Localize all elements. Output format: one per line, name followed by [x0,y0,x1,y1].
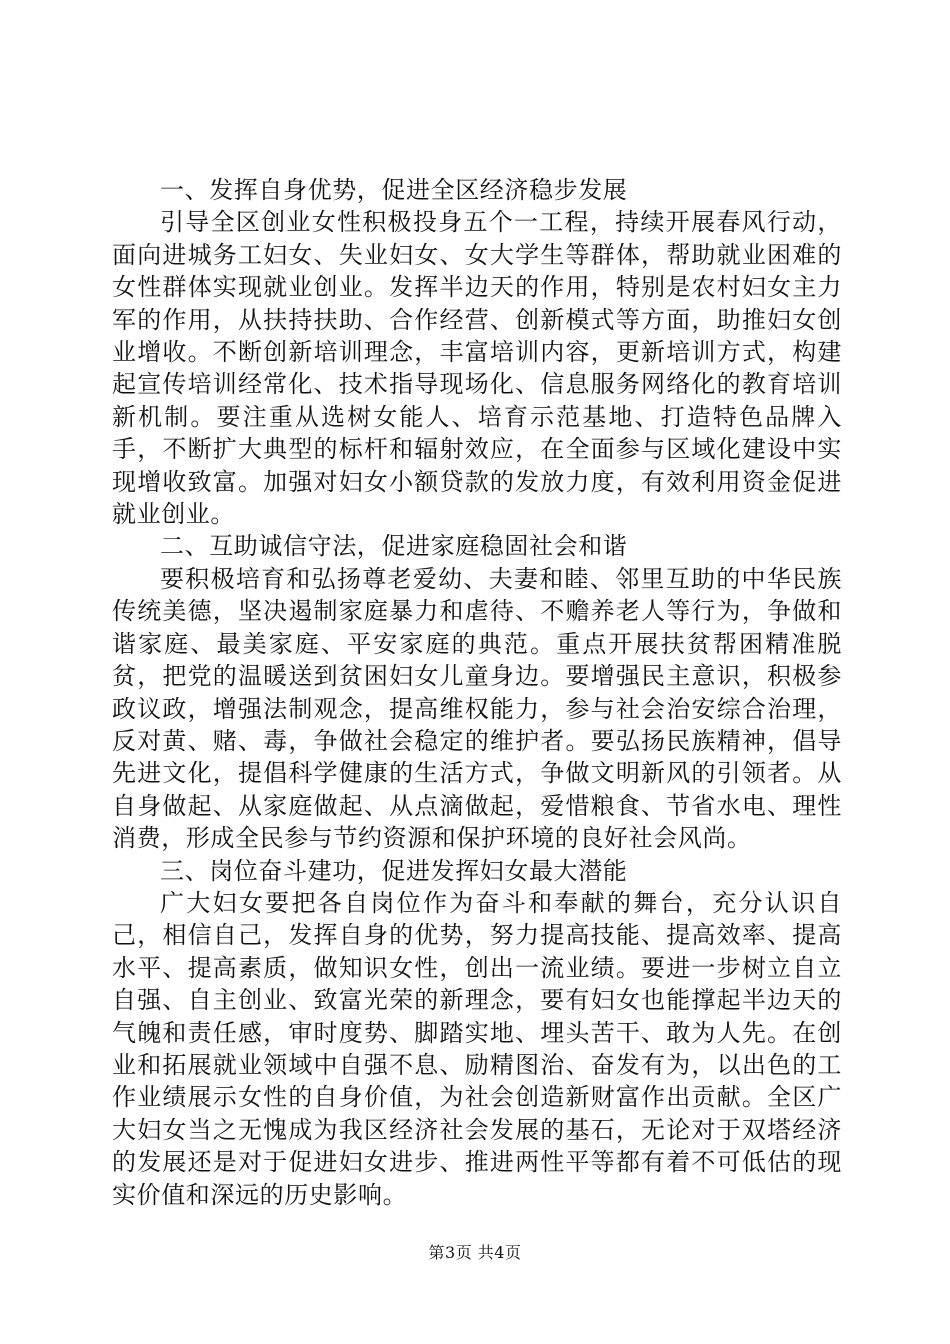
section-heading-2: 二、互助诚信守法，促进家庭稳固社会和谐 [160,532,628,561]
page-number-footer: 第3页 共4页 [428,1243,522,1262]
document-body [112,174,842,1211]
section-heading-1: 一、发挥自身优势，促进全区经济稳步发展 [160,176,628,204]
section-heading-3: 三、岗位奋斗建功，促进发挥妇女最大潜能 [160,856,628,885]
section-body-1: 引导全区创业女性积极投身五个一工程，持续开展春风行动，面向进城务工妇女、失业妇女、女大学生等群体，帮助就业困难的女性群体实现就业创业。发挥半边天的作用，特别是农村妇女主力军的作用，从扶持扶助、合作经营、创新模式等方面，助推妇女创业增收。不断创新培训理念，丰富培训内容，更新培训方式，构建起宣传培训经常化、技术指导现场化、信息服务网络化的教育培训新机制。要注重从选树女能人、培育示范基地、打造特色品牌入手，不断扩大典型的标杆和辐射效应，在全面参与区域化建设中实现增收致富。加强对妇女小额贷款的发放力度，有效利用资金促进就业创业。 [112,208,842,529]
section-body-2: 要积极培育和弘扬尊老爱幼、夫妻和睦、邻里互助的中华民族传统美德，坚决遏制家庭暴力和虐待、不赡养老人等行为，争做和谐家庭、最美家庭、平安家庭的典范。重点开展扶贫帮困精准脱贫，把党的温暖送到贫困妇女儿童身边。要增强民主意识，积极参政议政，增强法制观念，提高维权能力，参与社会治安综合治理，反对黄、赌、毒，争做社会稳定的维护者。要弘扬民族精神，倡导先进文化，提倡科学健康的生活方式，争做文明新风的引领者。从自身做起、从家庭做起、从点滴做起，爱惜粮食、节省水电、理性消费，形成全民参与节约资源和保护环境的良好社会风尚。 [112,564,842,853]
section-body-3: 广大妇女要把各自岗位作为奋斗和奉献的舞台，充分认识自己，相信自己，发挥自身的优势，努力提高技能、提高效率、提高水平、提高素质，做知识女性，创出一流业绩。要进一步树立自立自强、自主创业、致富光荣的新理念，要有妇女也能撑起半边天的气魄和责任感，审时度势、脚踏实地、埋头苦干、敢为人先。在创业和拓展就业领域中自强不息、励精图治、奋发有为，以出色的工作业绩展示女性的自身价值，为社会创造新财富作出贡献。全区广大妇女当之无愧成为我区经济社会发展的基石，无论对于双塔经济的发展还是对于促进妇女进步、推进两性平等都有着不可低估的现实价值和深远的历史影响。 [112,888,842,1209]
